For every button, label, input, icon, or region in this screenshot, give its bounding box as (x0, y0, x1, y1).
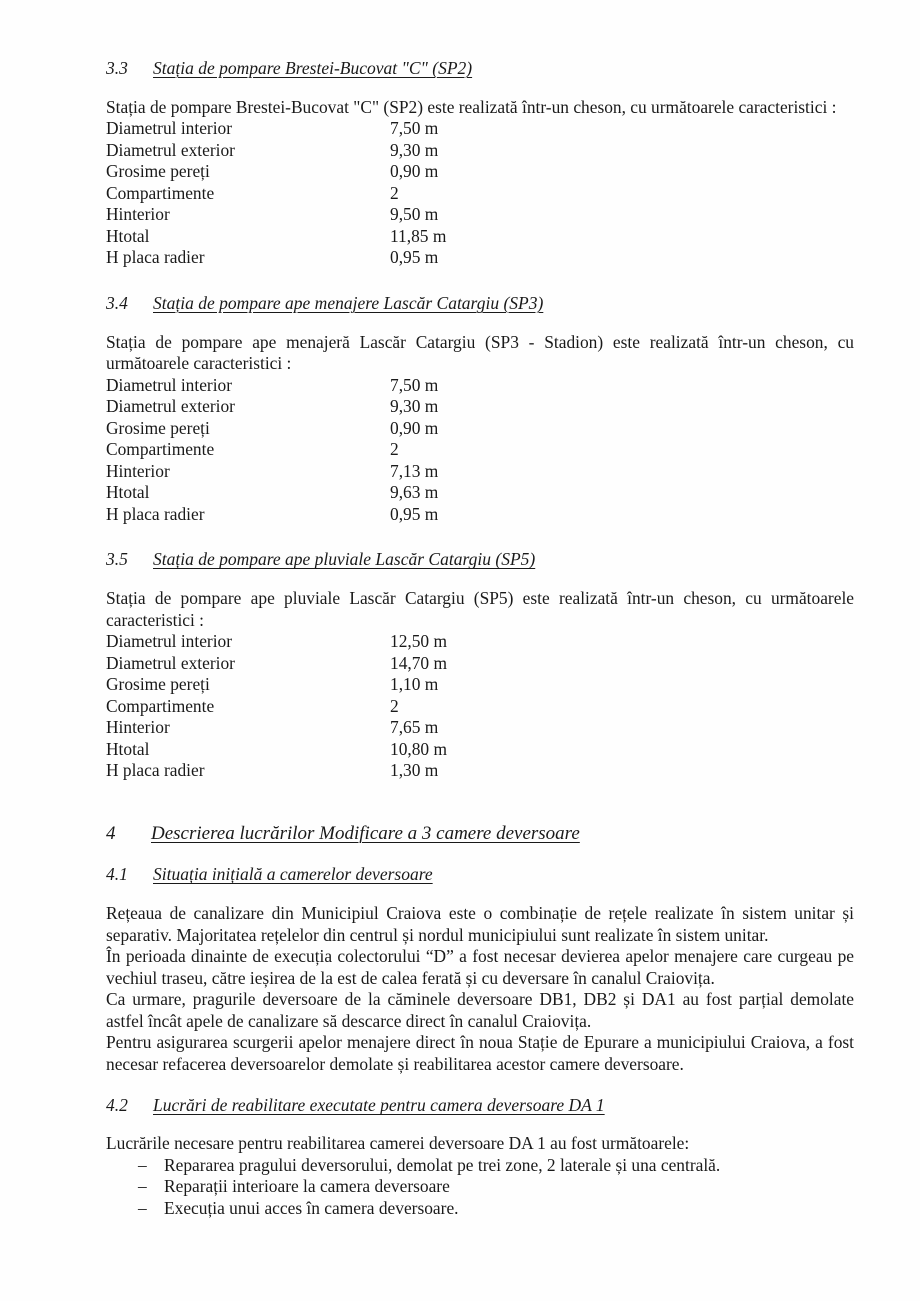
paragraph-3-4-intro: Stația de pompare ape menajeră Lascăr Catargiu (SP3 - Stadion) este realizată într-un cheson, cu următoarele caracteristici : (106, 331, 854, 374)
spacer (106, 845, 854, 864)
spacer (106, 886, 854, 903)
spec-label: Diametrul exterior (106, 139, 235, 160)
spec-row (106, 482, 854, 504)
spacer (106, 1075, 854, 1095)
paragraph: În perioada dinainte de execuția colectorului “D” a fost necesar devierea apelor menajere care curgeau pe vechiul traseu, către ieșirea de la est de calea ferată și cu deversare în canalul Craiovița. (106, 946, 854, 988)
paragraph-3-5-intro: Stația de pompare ape pluviale Lascăr Catargiu (SP5) este realizată într-un cheson, cu următoarele caracteristici : (106, 588, 854, 630)
heading-3-4-number: 3.4 (106, 292, 128, 313)
spec-label: Htotal (106, 225, 150, 246)
spec-label: H placa radier (106, 247, 205, 268)
heading-4-2-number: 4.2 (106, 1095, 128, 1116)
spec-row (106, 439, 854, 461)
paragraph: Rețeaua de canalizare din Municipiul Craiova este o combinație de rețele realizate în sistem unitar și separativ. Majoritatea rețelelor din centrul și nordul municipiului sunt realizate în sistem unitar. (106, 903, 854, 945)
spec-value: 9,30 m (390, 396, 439, 417)
spec-list-3-5 (106, 631, 854, 782)
spec-list-3-3 (106, 118, 854, 269)
spec-value: 10,80 m (390, 738, 448, 759)
spec-label: Grosime pereți (106, 417, 210, 438)
spec-label: H placa radier (106, 760, 205, 781)
spec-value: 1,30 m (390, 760, 439, 781)
spec-label: Hinterior (106, 204, 170, 225)
spacer (106, 571, 854, 588)
spec-row (106, 418, 854, 440)
spec-label: H placa radier (106, 503, 205, 524)
spec-label: Diametrul interior (106, 374, 233, 395)
spec-row (106, 375, 854, 397)
spec-value: 2 (390, 182, 399, 203)
spacer (106, 269, 854, 293)
spec-row (106, 161, 854, 183)
dash-bullet-icon: – (138, 1176, 147, 1197)
spec-label: Grosime pereți (106, 674, 210, 695)
spec-label: Htotal (106, 482, 150, 503)
heading-4-1-title: Situația inițială a camerelor deversoare (153, 864, 433, 885)
spec-row (106, 739, 854, 761)
spec-label: Diametrul exterior (106, 396, 235, 417)
heading-3-5 (106, 549, 854, 571)
heading-4 (106, 822, 854, 846)
spec-row (106, 140, 854, 162)
spec-value: 11,85 m (390, 225, 447, 246)
spec-value: 9,63 m (390, 482, 439, 503)
heading-4-1 (106, 864, 854, 886)
paragraph-group-4-1 (106, 903, 854, 1075)
dash-bullet-icon: – (138, 1154, 147, 1175)
list-item-text: Reparații interioare la camera deversoare (164, 1176, 450, 1197)
spec-row (106, 760, 854, 782)
spec-value: 2 (390, 439, 399, 460)
spacer (106, 525, 854, 549)
paragraph: Ca urmare, pragurile deversoare de la căminele deversoare DB1, DB2 și DA1 au fost parțial demolate astfel încât apele de canalizare să descarce direct în canalul Craiovița. (106, 989, 854, 1031)
list-item (106, 1176, 854, 1198)
heading-3-3 (106, 58, 854, 80)
spacer (106, 315, 854, 332)
spec-label: Grosime pereți (106, 161, 210, 182)
spec-row (106, 247, 854, 269)
spec-row (106, 696, 854, 718)
heading-4-2-title: Lucrări de reabilitare executate pentru camera deversoare DA 1 (153, 1095, 605, 1116)
spec-value: 9,30 m (390, 139, 439, 160)
spec-row (106, 183, 854, 205)
spec-label: Diametrul interior (106, 631, 233, 652)
heading-3-3-title: Stația de pompare Brestei-Bucovat "C" (SP2) (153, 58, 473, 78)
heading-4-number: 4 (106, 822, 116, 844)
spacer (106, 80, 854, 97)
spec-value: 14,70 m (390, 652, 448, 673)
spec-label: Diametrul exterior (106, 652, 235, 673)
spec-value: 12,50 m (390, 631, 448, 652)
spec-value: 2 (390, 695, 399, 716)
heading-3-3-number: 3.3 (106, 58, 128, 78)
bullet-list-4-2 (106, 1155, 854, 1220)
document-content (106, 58, 854, 1219)
spec-row (106, 204, 854, 226)
spec-label: Diametrul interior (106, 118, 233, 139)
list-item (106, 1155, 854, 1177)
list-item-text: Execuția unui acces în camera deversoare. (164, 1197, 459, 1218)
spec-value: 1,10 m (390, 674, 439, 695)
spec-value: 0,95 m (390, 247, 439, 268)
spec-value: 9,50 m (390, 204, 439, 225)
spec-row (106, 461, 854, 483)
spec-row (106, 226, 854, 248)
spec-value: 0,90 m (390, 161, 439, 182)
heading-4-1-number: 4.1 (106, 864, 128, 885)
spec-label: Hinterior (106, 460, 170, 481)
paragraph-4-2-intro: Lucrările necesare pentru reabilitarea camerei deversoare DA 1 au fost următoarele: (106, 1133, 690, 1154)
spec-row (106, 118, 854, 140)
list-item-text: Repararea pragului deversorului, demolat pe trei zone, 2 laterale și una centrală. (164, 1154, 721, 1175)
spec-row (106, 674, 854, 696)
heading-4-2 (106, 1095, 854, 1117)
spec-row (106, 653, 854, 675)
spec-label: Compartimente (106, 695, 215, 716)
heading-3-4-title: Stația de pompare ape menajere Lascăr Catargiu (SP3) (153, 292, 544, 313)
spec-label: Hinterior (106, 717, 170, 738)
dash-bullet-icon: – (138, 1197, 147, 1218)
spec-row (106, 396, 854, 418)
spec-value: 7,50 m (390, 374, 439, 395)
spec-value: 7,50 m (390, 118, 439, 139)
spec-label: Compartimente (106, 182, 215, 203)
spacer (106, 782, 854, 822)
paragraph: Pentru asigurarea scurgerii apelor menajere direct în noua Stație de Epurare a municipiului Craiova, a fost necesar refacerea deversoarelor demolate și reabilitarea acestor camere deversoare. (106, 1032, 854, 1074)
heading-3-5-title: Stația de pompare ape pluviale Lascăr Catargiu (SP5) (153, 549, 536, 570)
spec-row (106, 717, 854, 739)
spec-list-3-4 (106, 375, 854, 526)
heading-4-title: Descrierea lucrărilor Modificare a 3 camere deversoare (151, 822, 580, 844)
spec-value: 0,90 m (390, 417, 439, 438)
spec-value: 7,13 m (390, 460, 439, 481)
spec-row (106, 504, 854, 526)
spec-row (106, 631, 854, 653)
list-item (106, 1198, 854, 1220)
spec-value: 0,95 m (390, 503, 439, 524)
spec-value: 7,65 m (390, 717, 439, 738)
spec-label: Compartimente (106, 439, 215, 460)
spec-label: Htotal (106, 738, 150, 759)
heading-3-5-number: 3.5 (106, 549, 128, 570)
heading-3-4 (106, 293, 854, 315)
spacer (106, 1117, 854, 1133)
paragraph-3-3-intro: Stația de pompare Brestei-Bucovat "C" (SP2) este realizată într-un cheson, cu următoarele caracteristici : (106, 96, 837, 117)
